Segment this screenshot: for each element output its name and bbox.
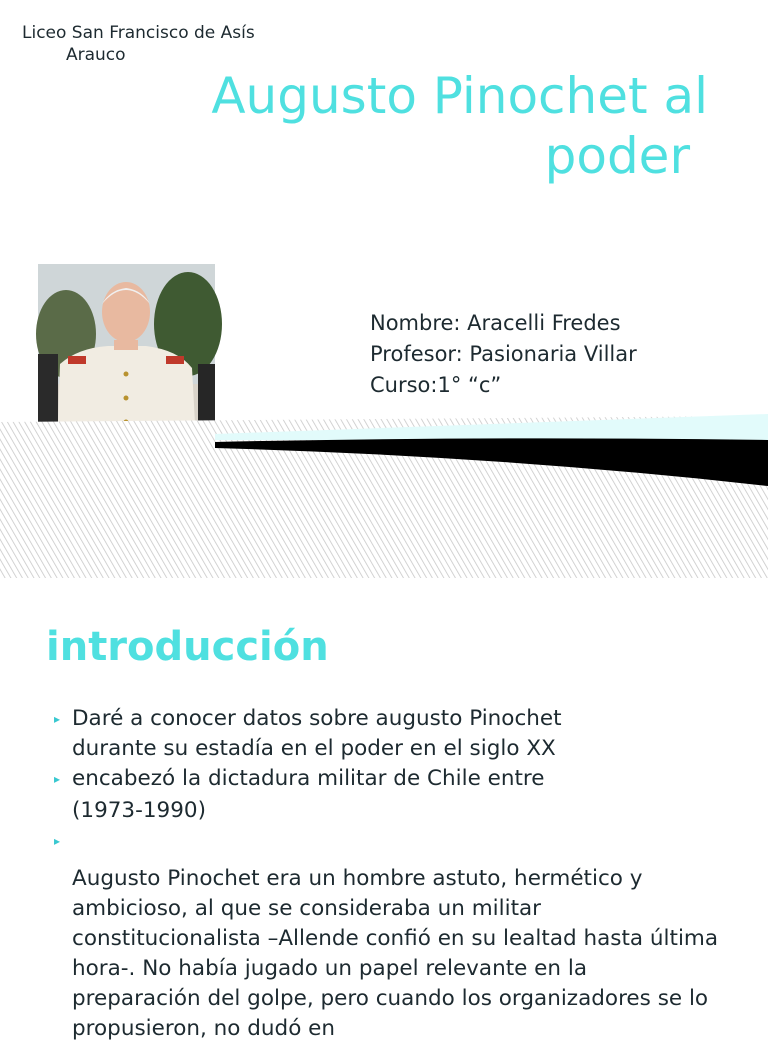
slide-title bbox=[68, 66, 708, 186]
bullet-text-3 bbox=[72, 826, 730, 856]
intro-slide bbox=[0, 578, 768, 1041]
bullet-text-2b: (1973-1990) bbox=[72, 798, 206, 823]
bullet-text-1b: durante su estadía en el poder en el siglo XX bbox=[72, 736, 556, 761]
title-line-1: Augusto Pinochet al bbox=[211, 67, 708, 125]
bullet-text-1a: Daré a conocer datos sobre augusto Pinochet bbox=[72, 706, 562, 731]
bullet-item bbox=[50, 704, 730, 764]
title-line-2: poder bbox=[544, 127, 690, 185]
teacher-name: Profesor: Pasionaria Villar bbox=[370, 342, 637, 366]
bullet-item bbox=[50, 826, 730, 856]
course: Curso:1° “c” bbox=[370, 373, 502, 397]
bullet-arrow-icon: ▸ bbox=[54, 712, 61, 726]
decorative-band bbox=[0, 400, 768, 578]
student-name: Nombre: Aracelli Fredes bbox=[370, 311, 621, 335]
school-name bbox=[22, 22, 255, 66]
bullet-list bbox=[50, 704, 730, 856]
school-line-1: Liceo San Francisco de Asís bbox=[22, 23, 255, 43]
intro-paragraph: Augusto Pinochet era un hombre astuto, hermético y ambicioso, al que se consideraba un militar constitucionalista –Allende confió en su lealtad hasta última hora-. No había jugado un papel relevante en la preparación del golpe, pero cuando los organizadores se lo propusieron, no dudó en bbox=[72, 866, 719, 1041]
student-info bbox=[370, 308, 637, 401]
school-line-2: Arauco bbox=[66, 45, 126, 65]
bullet-arrow-icon: ▸ bbox=[54, 772, 61, 786]
bullet-item bbox=[50, 764, 730, 826]
bullet-text-2a: encabezó la dictadura militar de Chile entre bbox=[72, 766, 545, 791]
bullet-arrow-icon: ▸ bbox=[54, 834, 61, 848]
section-heading: introducción bbox=[46, 624, 329, 670]
